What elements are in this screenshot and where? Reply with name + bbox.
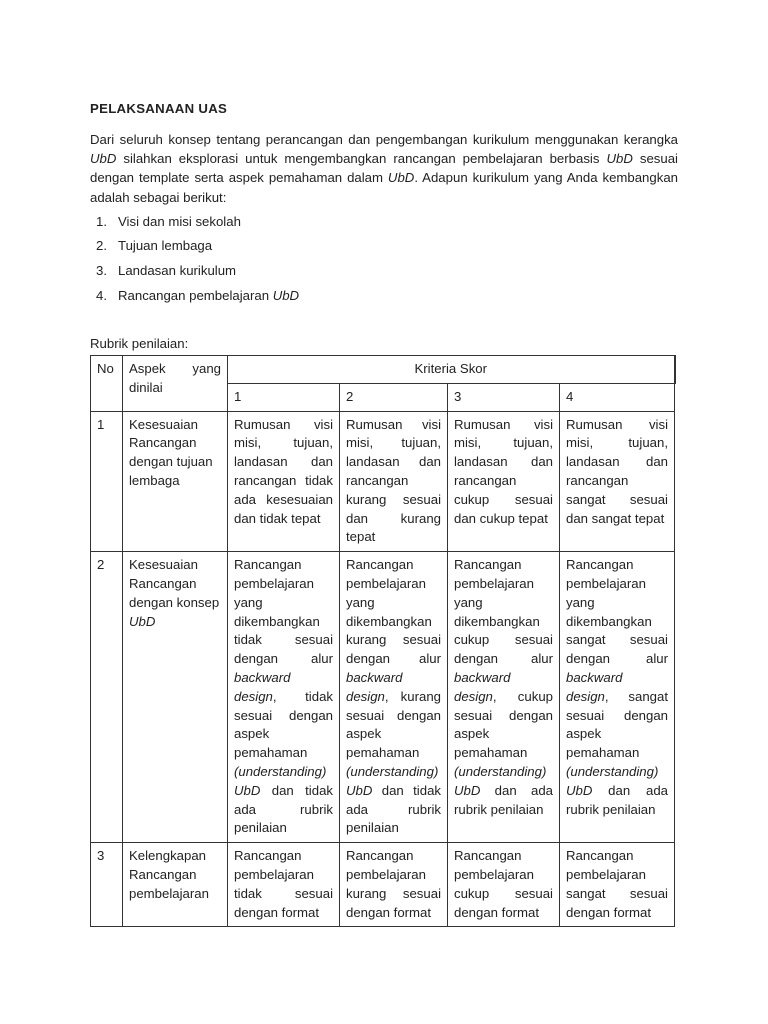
header-score-3: 3 [448, 383, 560, 411]
criteria-text: Rancangan pembelajaran yang dikembangkan kurang sesuai dengan alur [346, 557, 441, 667]
criteria-text: , cukup sesuai dengan aspek pemahaman [454, 688, 553, 761]
document-page [90, 100, 678, 920]
criteria-text: dan tidak ada rubrik penilaian [234, 782, 333, 836]
row-criteria-2 [340, 552, 448, 843]
list-item [90, 237, 678, 255]
list-text: Landasan kurikulum [118, 263, 237, 278]
table-header-row [91, 356, 675, 384]
row-criteria-4: Rumusan visi misi, tujuan, landasan dan rancangan sangat sesuai dan sangat tepat [560, 411, 675, 552]
intro-text: . Adapun kurikulum yang Anda kembangkan adalah sebagai berikut: [90, 170, 678, 205]
criteria-italic: backward design [234, 669, 291, 704]
row-no: 3 [91, 843, 123, 927]
row-criteria-3: Rumusan visi misi, tujuan, landasan dan rancangan cukup sesuai dan cukup tepat [448, 411, 560, 552]
list-number: 1. [96, 213, 107, 229]
header-score-2: 2 [340, 383, 448, 411]
table-row [91, 552, 675, 843]
aspek-text: Kesesuaian Rancangan dengan konsep [129, 557, 220, 610]
row-criteria-4: Rancangan pembelajaran sangat sesuai dengan format [560, 843, 675, 927]
intro-text: sesuai dengan template serta aspek pemahaman dalam [90, 151, 678, 186]
list-text: Rancangan pembelajaran [118, 287, 273, 303]
table-row [91, 411, 675, 552]
criteria-italic: (understanding) UbD [346, 763, 439, 798]
list-number: 4. [96, 287, 107, 303]
criteria-italic: backward design [346, 669, 403, 704]
header-kriteria: Kriteria Skor [228, 356, 675, 384]
row-criteria-1 [228, 552, 340, 843]
criteria-italic: backward design [566, 669, 623, 704]
header-aspek: Aspek yang dinilai [123, 356, 228, 412]
table-row [91, 843, 675, 927]
criteria-text: dan tidak ada rubrik penilaian [346, 782, 441, 836]
row-criteria-2: Rancangan pembelajaran kurang sesuai dengan format [340, 843, 448, 927]
row-criteria-1: Rumusan visi misi, tujuan, landasan dan rancangan tidak ada kesesuaian dan tidak tepat [228, 411, 340, 552]
row-criteria-4 [560, 552, 675, 843]
list-number: 2. [96, 238, 107, 254]
row-no: 1 [91, 411, 123, 552]
criteria-text: dan ada rubrik penilaian [454, 782, 553, 817]
intro-ubd: UbD [606, 151, 633, 167]
criteria-text: dan ada rubrik penilaian [566, 782, 668, 817]
intro-ubd: UbD [90, 151, 117, 167]
aspek-italic: UbD [129, 613, 156, 629]
row-criteria-2: Rumusan visi misi, tujuan, landasan dan rancangan kurang sesuai dan kurang tepat [340, 411, 448, 552]
intro-ubd: UbD [387, 170, 415, 186]
row-aspek [123, 552, 228, 843]
list-number: 3. [96, 263, 107, 278]
list-item [90, 213, 678, 231]
criteria-text: Rancangan pembelajaran yang dikembangkan cukup sesuai dengan alur [454, 557, 553, 667]
header-no: No [91, 356, 123, 412]
criteria-text: , kurang sesuai dengan aspek pemahaman [346, 688, 441, 761]
intro-text: Dari seluruh konsep tentang perancangan dan pengembangan kurikulum menggunakan kerangka [90, 132, 678, 147]
list-text: Tujuan lembaga [118, 238, 213, 254]
row-criteria-3 [448, 552, 560, 843]
row-no: 2 [91, 552, 123, 843]
row-criteria-1: Rancangan pembelajaran tidak sesuai dengan format [228, 843, 340, 927]
row-criteria-3: Rancangan pembelajaran cukup sesuai dengan format [448, 843, 560, 927]
criteria-text: , sangat sesuai dengan aspek pemahaman [566, 688, 668, 761]
criteria-text: Rancangan pembelajaran yang dikembangkan sangat sesuai dengan alur [566, 557, 668, 667]
curriculum-list [90, 213, 678, 305]
rubric-label: Rubrik penilaian: [90, 336, 189, 351]
intro-text: silahkan eksplorasi untuk mengembangkan rancangan pembelajaran berbasis [116, 151, 607, 167]
list-text: Visi dan misi sekolah [118, 213, 241, 229]
criteria-italic: (understanding) UbD [566, 763, 659, 798]
list-item [90, 287, 678, 305]
criteria-italic: backward design [454, 669, 511, 704]
criteria-italic: (understanding) UbD [454, 763, 547, 798]
header-score-4: 4 [560, 383, 675, 411]
criteria-italic: (understanding) UbD [234, 763, 327, 798]
list-text-italic: UbD [272, 287, 300, 303]
row-aspek: Kelengkapan Rancangan pembelajaran [123, 843, 228, 927]
row-aspek: Kesesuaian Rancangan dengan tujuan lembaga [123, 411, 228, 552]
document-title: PELAKSANAAN UAS [90, 101, 228, 116]
header-score-1: 1 [228, 383, 340, 411]
criteria-text: Rancangan pembelajaran yang dikembangkan tidak sesuai dengan alur [234, 557, 333, 667]
list-item [90, 262, 678, 280]
intro-paragraph [90, 130, 678, 207]
rubric-table [90, 355, 676, 927]
criteria-text: , tidak sesuai dengan aspek pemahaman [234, 688, 333, 761]
